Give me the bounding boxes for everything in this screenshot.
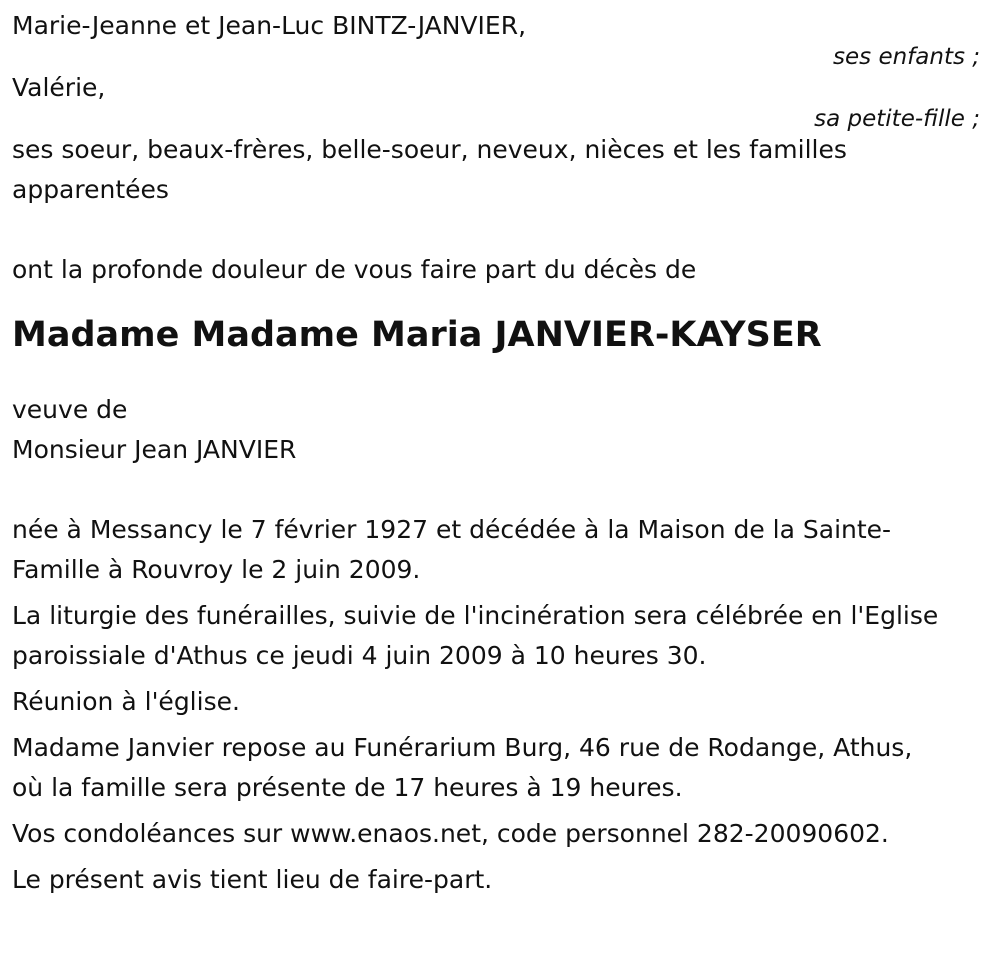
birth-death-line-1: née à Messancy le 7 février 1927 et décédée à la Maison de la Sainte- bbox=[12, 515, 892, 544]
relatives-line-2: apparentées bbox=[12, 175, 169, 204]
liturgy-paragraph bbox=[12, 596, 988, 676]
spacer bbox=[12, 360, 988, 390]
birth-death-paragraph bbox=[12, 510, 988, 590]
children-names: Marie-Jeanne et Jean-Luc BINTZ-JANVIER, bbox=[12, 11, 527, 40]
liturgy-line-1: La liturgie des funérailles, suivie de l'incinération sera célébrée en l'Eglise bbox=[12, 601, 939, 630]
deceased-name: Madame Madame Maria JANVIER-KAYSER bbox=[12, 315, 822, 355]
widow-of-label: veuve de bbox=[12, 395, 128, 424]
granddaughter-role: sa petite-fille ; bbox=[814, 106, 980, 132]
condolences-paragraph bbox=[12, 814, 988, 854]
repose-line-1: Madame Janvier repose au Funérarium Burg, 46 rue de Rodange, Athus, bbox=[12, 733, 913, 762]
condolences-line: Vos condoléances sur www.enaos.net, code personnel 282-20090602. bbox=[12, 819, 889, 848]
late-husband-name: Monsieur Jean JANVIER bbox=[12, 435, 297, 464]
notice-paragraph bbox=[12, 860, 988, 900]
relatives-line-1: ses soeur, beaux-frères, belle-soeur, neveux, nièces et les familles bbox=[12, 135, 847, 164]
repose-paragraph bbox=[12, 728, 988, 808]
liturgy-line-2: paroissiale d'Athus ce jeudi 4 juin 2009 à 10 heures 30. bbox=[12, 641, 707, 670]
grief-announcement: ont la profonde douleur de vous faire part du décès de bbox=[12, 255, 697, 284]
spacer bbox=[12, 210, 988, 250]
meeting-paragraph bbox=[12, 682, 988, 722]
granddaughter-name: Valérie, bbox=[12, 73, 106, 102]
notice-line: Le présent avis tient lieu de faire-part. bbox=[12, 865, 493, 894]
children-role: ses enfants ; bbox=[833, 44, 980, 70]
repose-line-2: où la famille sera présente de 17 heures à 19 heures. bbox=[12, 773, 683, 802]
spacer bbox=[12, 470, 988, 510]
meeting-line: Réunion à l'église. bbox=[12, 687, 240, 716]
birth-death-line-2: Famille à Rouvroy le 2 juin 2009. bbox=[12, 555, 421, 584]
